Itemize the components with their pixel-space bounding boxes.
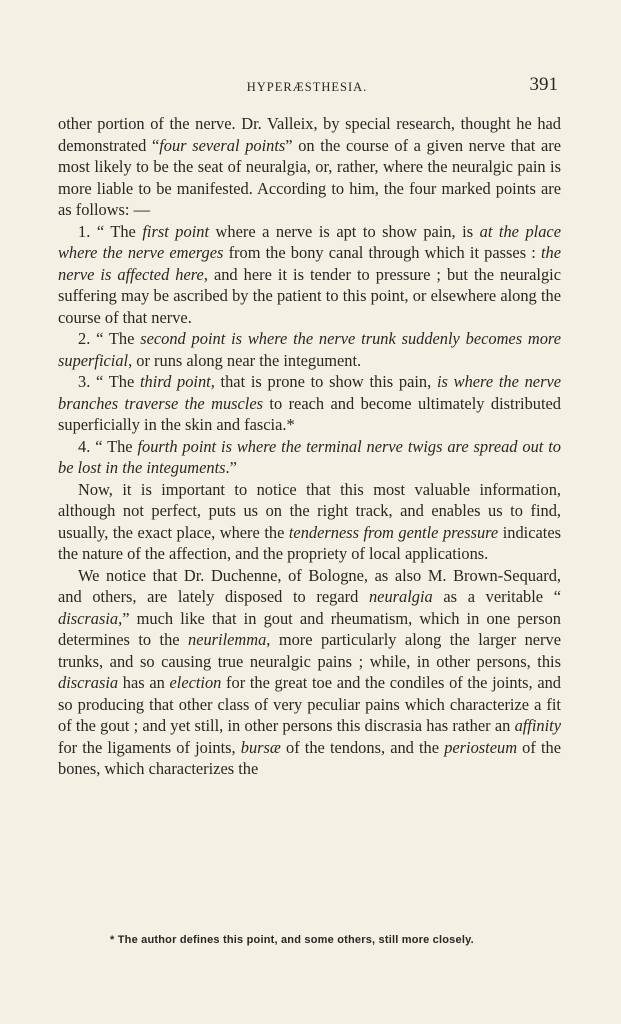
text-run: 4. “ The [78,436,138,456]
footnote: * The author defines this point, and some others, still more closely. [110,934,474,946]
italic-text-run: neurilemma [188,630,267,649]
italic-text-run: periosteum [444,737,518,757]
italic-text-run: election [169,673,222,692]
text-run: 3. “ The [78,372,140,391]
text-run: for the ligaments of joints, [58,737,241,757]
paragraph-p7 [58,565,561,780]
text-run: 2. “ The [78,329,141,348]
paragraph-p6 [58,479,561,565]
italic-text-run: bursæ [240,737,281,757]
text-run: Now, it is important to notice that this most valuable information, although not perfect, puts us on the right track, and enables us to find, usually, the exact place, where the [58,479,561,542]
italic-text-run: is where the nerve branches traverse the muscles [58,372,562,413]
text-run: of the tendons, and the [280,737,445,757]
italic-text-run: discrasia [58,673,119,692]
paragraph-p1 [58,113,561,221]
text-run: has an [118,673,170,692]
text-run: as a veritable “ [432,587,561,606]
italic-text-run: at the place where the nerve emerges [58,221,561,262]
paragraph-p5 [58,436,561,479]
text-run: , and here it is tender to pressure ; but the neuralgic suffering may be ascribed by the patient to this point, or elsewhere along the course of that nerve. [58,264,561,327]
italic-text-run: the nerve is affected here [58,243,561,284]
text-run: We notice that Dr. Duchenne, of Bologne, as also M. Brown-Sequard, and others, are lately disposed to regard [58,565,561,606]
text-run: indicates the nature of the affection, and the propriety of local applications. [58,522,561,563]
text-run: , more particularly along the larger nerve trunks, and so causing true neuralgic pains ; while, in other persons, this [58,630,561,671]
italic-text-run: discrasia [58,608,119,628]
running-head: HYPERÆSTHESIA. [246,80,368,94]
text-run: , that is prone to show this pain, [210,372,437,391]
italic-text-run: fourth point is where the terminal nerve twigs are spread out to be lost in the integuments [58,436,561,477]
italic-text-run: four several points [159,135,286,155]
text-run: ,” much like that in gout and rheumatism, which in one person determines to the [58,608,561,649]
italic-text-run: first point [142,221,210,241]
text-run: where a nerve is apt to show pain, is [209,221,480,241]
page-number: 391 [529,74,558,95]
italic-text-run: neuralgia [368,587,433,606]
text-run: other portion of the nerve. Dr. Valleix, by special research, thought he had demonstrated “ [58,114,561,155]
italic-text-run: affinity [514,716,561,735]
italic-text-run: third point [140,372,211,391]
text-run: of the bones, which characterizes the [58,737,561,778]
text-run: .” [225,458,237,477]
paragraph-p3 [58,328,561,371]
italic-text-run: second point is where the nerve trunk suddenly becomes more superficial [58,329,561,370]
text-run: to reach and become ultimately distributed superficially in the skin and fascia.* [58,393,561,434]
text-run: ” on the course of a given nerve that are most likely to be the seat of neuralgia, or, rather, where the neuralgic pain is more liable to be manifested. According to him, the four marked points are as follows: — [58,135,561,219]
italic-text-run: tenderness from gentle pressure [288,522,499,542]
text-run: for the great toe and the condiles of the joints, and so producing that other class of very peculiar pains which characterize a fit of the gout ; and yet still, in other persons this discrasia has rather an [58,673,561,735]
text-run: 1. “ The [78,221,143,241]
body-text [58,113,561,780]
paragraph-p2 [58,221,561,329]
text-run: from the bony canal through which it passes : [223,243,541,262]
page-header [56,76,558,98]
text-run: , or runs along near the integument. [128,350,362,370]
paragraph-p4 [58,371,561,436]
